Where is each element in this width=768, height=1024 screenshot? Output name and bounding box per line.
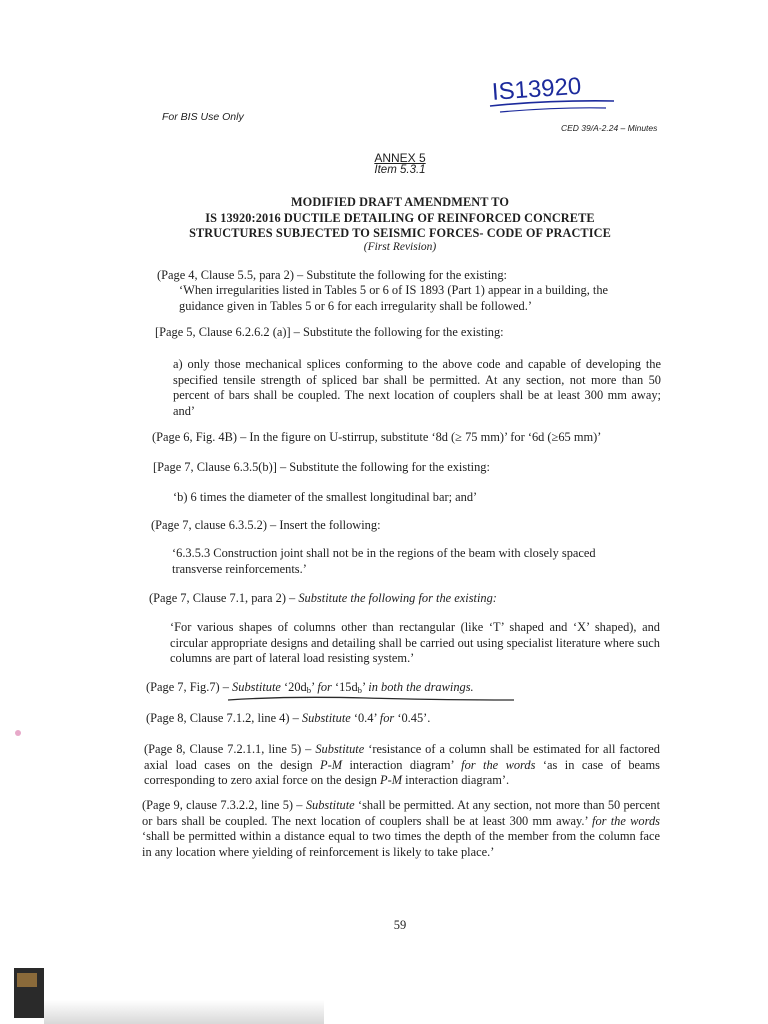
amendment-9-text-3: ‘as in case of beams corresponding to zero axial force on the design [144,757,660,787]
amendment-8-ref: (Page 8, Clause 7.1.2, line 4) – [146,711,302,725]
amendment-6-ref-instruction: Substitute the following for the existing: [298,591,497,605]
amendment-10-for-words: for the words [592,813,660,828]
amendment-1-text: ‘When irregularities listed in Tables 5 or 6 of IS 1893 (Part 1) appear in a building, the guidance given in Tables 5 or 6 for each irregularity shall be followed.’ [179,283,609,313]
amendment-3-ref: (Page 6, Fig. 4B) – In the figure on U-stirrup, substitute ‘8d (≥ 75 mm)’ for ‘6d (≥65 mm)’ [152,430,602,444]
amendment-9-substitute: Substitute [315,742,365,756]
header-for-bis-use: For BIS Use Only [162,111,244,123]
amendment-9-text-1: ‘resistance of a column shall be estimated for all factored axial load cases on the design [144,742,660,772]
amendment-5-text: ‘6.3.5.3 Construction joint shall not be in the regions of the beam with closely spaced transverse reinforcements.’ [172,546,596,576]
amendment-9-ref: (Page 8, Clause 7.2.1.1, line 5) – [144,742,316,756]
amendment-4-ref: [Page 7, Clause 6.3.5(b)] – Substitute the following for the existing: [153,460,490,474]
amendment-7-new-subscript: b [306,685,312,695]
pen-underline-mark [226,694,516,704]
title-line-2: IS 13920:2016 DUCTILE DETAILING OF REINFORCED CONCRETE [205,210,595,225]
amendment-7-new-value: ‘20d [280,680,307,694]
amendment-4-text: ‘b) 6 times the diameter of the smallest longitudinal bar; and’ [173,490,478,504]
amendment-7-for: for [317,680,332,694]
amendment-8-for: for [379,711,395,725]
amendment-1-ref: (Page 4, Clause 5.5, para 2) – Substitute the following for the existing: [157,268,507,282]
amendment-10-text-1: ‘shall be permitted. At any section, not more than 50 percent or bars shall be coupled. The next location of couplers shall be at least 300 mm away.’ [142,798,661,828]
amendment-10-ref: (Page 9, clause 7.3.2.2, line 5) – [142,798,306,812]
title-line-1: MODIFIED DRAFT AMENDMENT TO [290,195,510,209]
amendment-6-ref [149,591,669,607]
amendment-9 [144,742,660,789]
amendment-10 [142,798,660,860]
annex-label: ANNEX 5 [374,151,426,165]
amendment-9-pm-2: P-M [380,773,403,787]
handwritten-code-annotation [488,66,628,118]
amendment-9-for-words: for the words [461,757,536,772]
document-title [150,195,650,242]
amendment-7-old-subscript: b [357,685,362,695]
amendment-6-ref-prefix: (Page 7, Clause 7.1, para 2) – [149,591,299,605]
amendment-10-substitute: Substitute [305,798,355,812]
amendment-6-text: ‘For various shapes of columns other than rectangular (like ‘T’ shaped and ‘X’ shaped), and circular appropriate designs and detailing shall be carried out using specialist literature where such columns are part of lateral load resisting system.’ [170,620,660,665]
annex-item: Item 5.3.1 [374,164,426,176]
title-revision: (First Revision) [363,241,437,253]
amendment-9-text-2: interaction diagram’ [342,757,462,772]
amendment-7-old-value: ‘15d [331,680,358,694]
amendment-5-ref: (Page 7, clause 6.3.5.2) – Insert the following: [151,518,381,532]
amendment-9-text-4: interaction diagram’. [402,773,510,787]
amendment-2-text: a) only those mechanical splices conforming to the above code and capable of developing the specified tensile strength of spliced bar shall be permitted. At any section, not more than 50 percent of bars shall be coupled. The next location of couplers shall be at least 300 mm away; and’ [173,357,661,418]
scan-bottom-shadow [44,1000,324,1024]
title-line-3: STRUCTURES SUBJECTED TO SEISMIC FORCES- CODE OF PRACTICE [189,226,611,240]
amendment-7-old-close: ’ [361,680,369,694]
header-document-ref: CED 39/A-2.24 – Minutes [561,123,658,133]
handwritten-code: IS13920 [491,72,583,106]
amendment-8-new-value: ‘0.4’ [350,711,380,725]
amendment-8 [146,711,666,727]
page-number: 59 [393,918,407,932]
amendment-7-new-close: ’ [311,680,318,694]
annex-heading [330,151,470,176]
amendment-7-ref: (Page 7, Fig.7) – [146,680,233,694]
amendment-7-tail: in both the drawings. [368,680,474,694]
amendment-2-ref: [Page 5, Clause 6.2.6.2 (a)] – Substitute the following for the existing: [155,325,504,339]
handwritten-underline-2 [500,108,606,112]
scan-pink-dot [15,730,21,736]
scan-tape-mark [17,973,37,987]
amendment-8-old-value: ‘0.45’. [394,711,431,725]
amendment-9-pm-1: P-M [320,757,343,772]
amendment-8-substitute: Substitute [301,711,351,725]
amendment-10-text-2: ‘shall be permitted within a distance equal to two times the depth of the member from the column face in any location where yielding of reinforcement is likely to take place.’ [142,829,660,859]
amendment-7-substitute: Substitute [232,680,281,694]
